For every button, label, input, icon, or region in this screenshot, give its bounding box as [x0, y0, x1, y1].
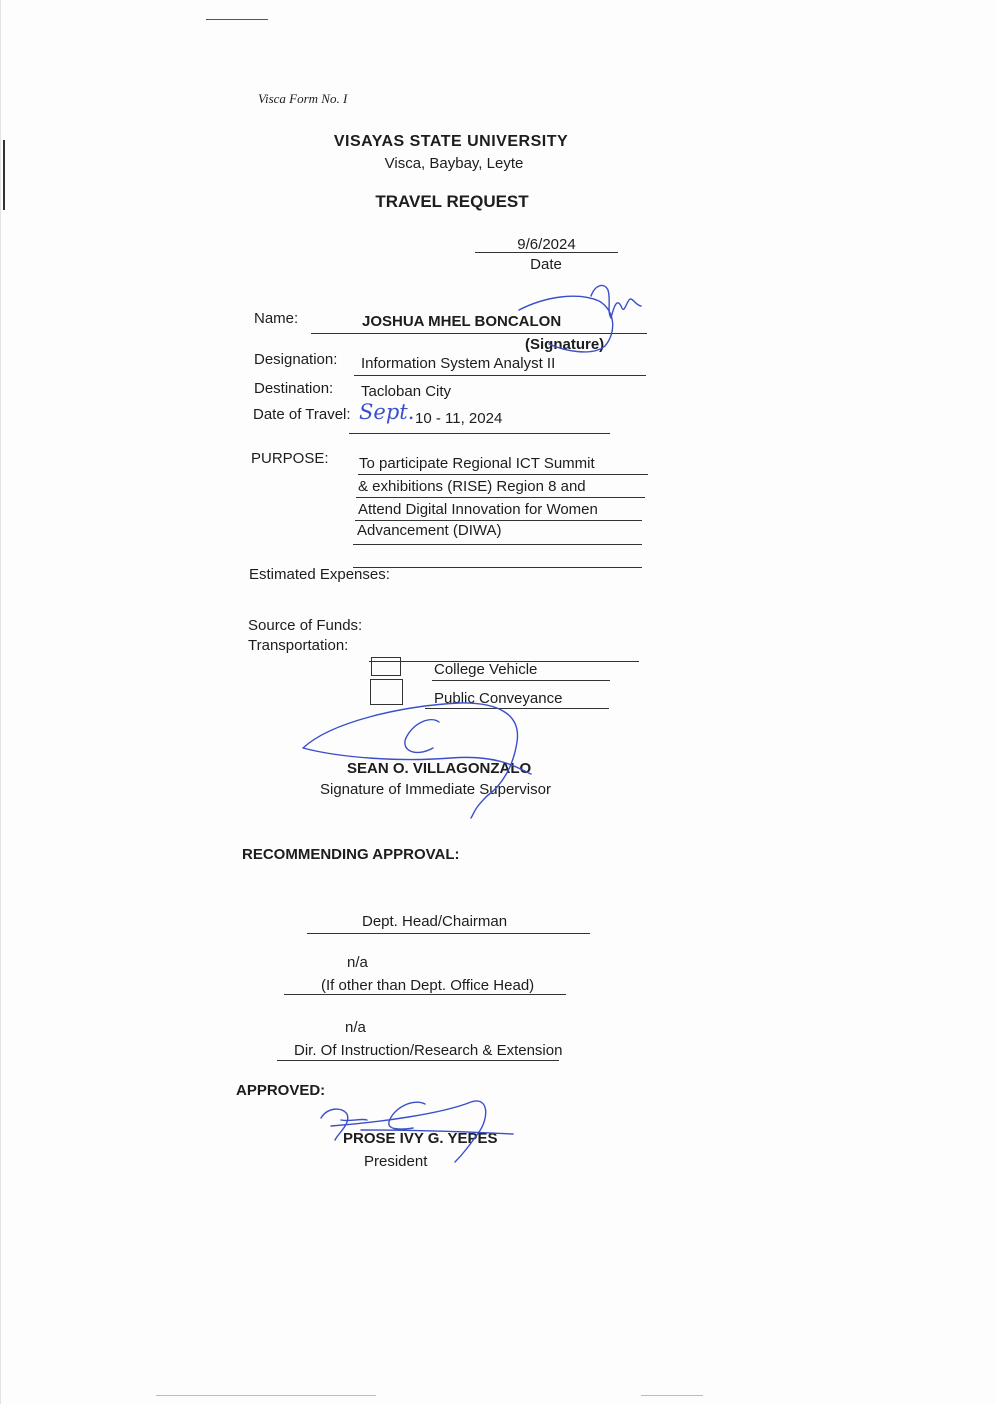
- name-underline: [311, 333, 647, 334]
- transportation-label: Transportation:: [248, 637, 349, 654]
- approved-heading: APPROVED:: [236, 1082, 326, 1099]
- name-value: JOSHUA MHEL BONCALON: [362, 313, 562, 330]
- public-conveyance-checkbox[interactable]: [370, 679, 403, 705]
- university-address: Visca, Baybay, Leyte: [384, 155, 524, 172]
- director-value: n/a: [345, 1019, 366, 1036]
- scan-mark-bottom-right: [641, 1395, 703, 1396]
- date-of-travel-value: 10 - 11, 2024: [415, 410, 503, 427]
- purpose-line-2: & exhibitions (RISE) Region 8 and: [358, 478, 586, 495]
- scan-edge-left: [3, 140, 5, 210]
- date-of-travel-underline: [349, 433, 610, 434]
- president-title: President: [364, 1153, 428, 1170]
- director-underline: [277, 1060, 559, 1061]
- form-number: Visca Form No. I: [258, 91, 348, 106]
- scan-mark-top: [206, 19, 268, 20]
- estimated-expenses-label: Estimated Expenses:: [249, 566, 390, 583]
- supervisor-name: SEAN O. VILLAGONZALO: [347, 760, 532, 777]
- purpose-underline-2: [356, 497, 645, 498]
- purpose-line-1: To participate Regional ICT Summit: [359, 455, 595, 472]
- document-title: TRAVEL REQUEST: [375, 192, 529, 211]
- purpose-underline-4: [353, 544, 642, 545]
- signature-label: (Signature): [525, 336, 605, 353]
- scan-mark-bottom-left: [156, 1395, 376, 1396]
- dept-head-caption: Dept. Head/Chairman: [362, 913, 508, 930]
- destination-value: Tacloban City: [361, 383, 452, 400]
- designation-label: Designation:: [254, 351, 338, 368]
- purpose-line-3: Attend Digital Innovation for Women: [358, 501, 598, 518]
- university-name: VISAYAS STATE UNIVERSITY: [333, 133, 569, 150]
- public-conveyance-label: Public Conveyance: [434, 690, 563, 707]
- date-of-travel-handwritten: Sept.: [359, 400, 415, 424]
- purpose-underline-1: [358, 474, 648, 475]
- destination-label: Destination:: [254, 380, 334, 397]
- other-head-caption: (If other than Dept. Office Head): [321, 977, 535, 994]
- college-vehicle-checkbox[interactable]: [371, 657, 401, 676]
- date-of-travel-label: Date of Travel:: [253, 406, 351, 423]
- director-caption: Dir. Of Instruction/Research & Extension: [294, 1042, 563, 1059]
- president-name: PROSE IVY G. YEPES: [343, 1130, 498, 1147]
- purpose-line-4: Advancement (DIWA): [357, 522, 502, 539]
- purpose-underline-3: [355, 520, 642, 521]
- purpose-underline-5: [353, 567, 642, 568]
- designation-value: Information System Analyst II: [361, 355, 556, 372]
- public-conveyance-underline: [425, 708, 609, 709]
- date-value: 9/6/2024: [517, 236, 576, 253]
- dept-head-underline: [307, 933, 590, 934]
- recommending-approval-heading: RECOMMENDING APPROVAL:: [242, 846, 460, 863]
- name-label: Name:: [254, 310, 299, 327]
- purpose-label: PURPOSE:: [251, 450, 329, 467]
- college-vehicle-underline: [432, 680, 610, 681]
- other-head-value: n/a: [347, 954, 368, 971]
- source-of-funds-label: Source of Funds:: [248, 617, 363, 634]
- other-head-underline: [284, 994, 566, 995]
- supervisor-caption: Signature of Immediate Supervisor: [320, 781, 551, 798]
- college-vehicle-label: College Vehicle: [434, 661, 538, 678]
- date-underline: [475, 252, 618, 253]
- designation-underline: [354, 375, 646, 376]
- date-label: Date: [530, 256, 562, 273]
